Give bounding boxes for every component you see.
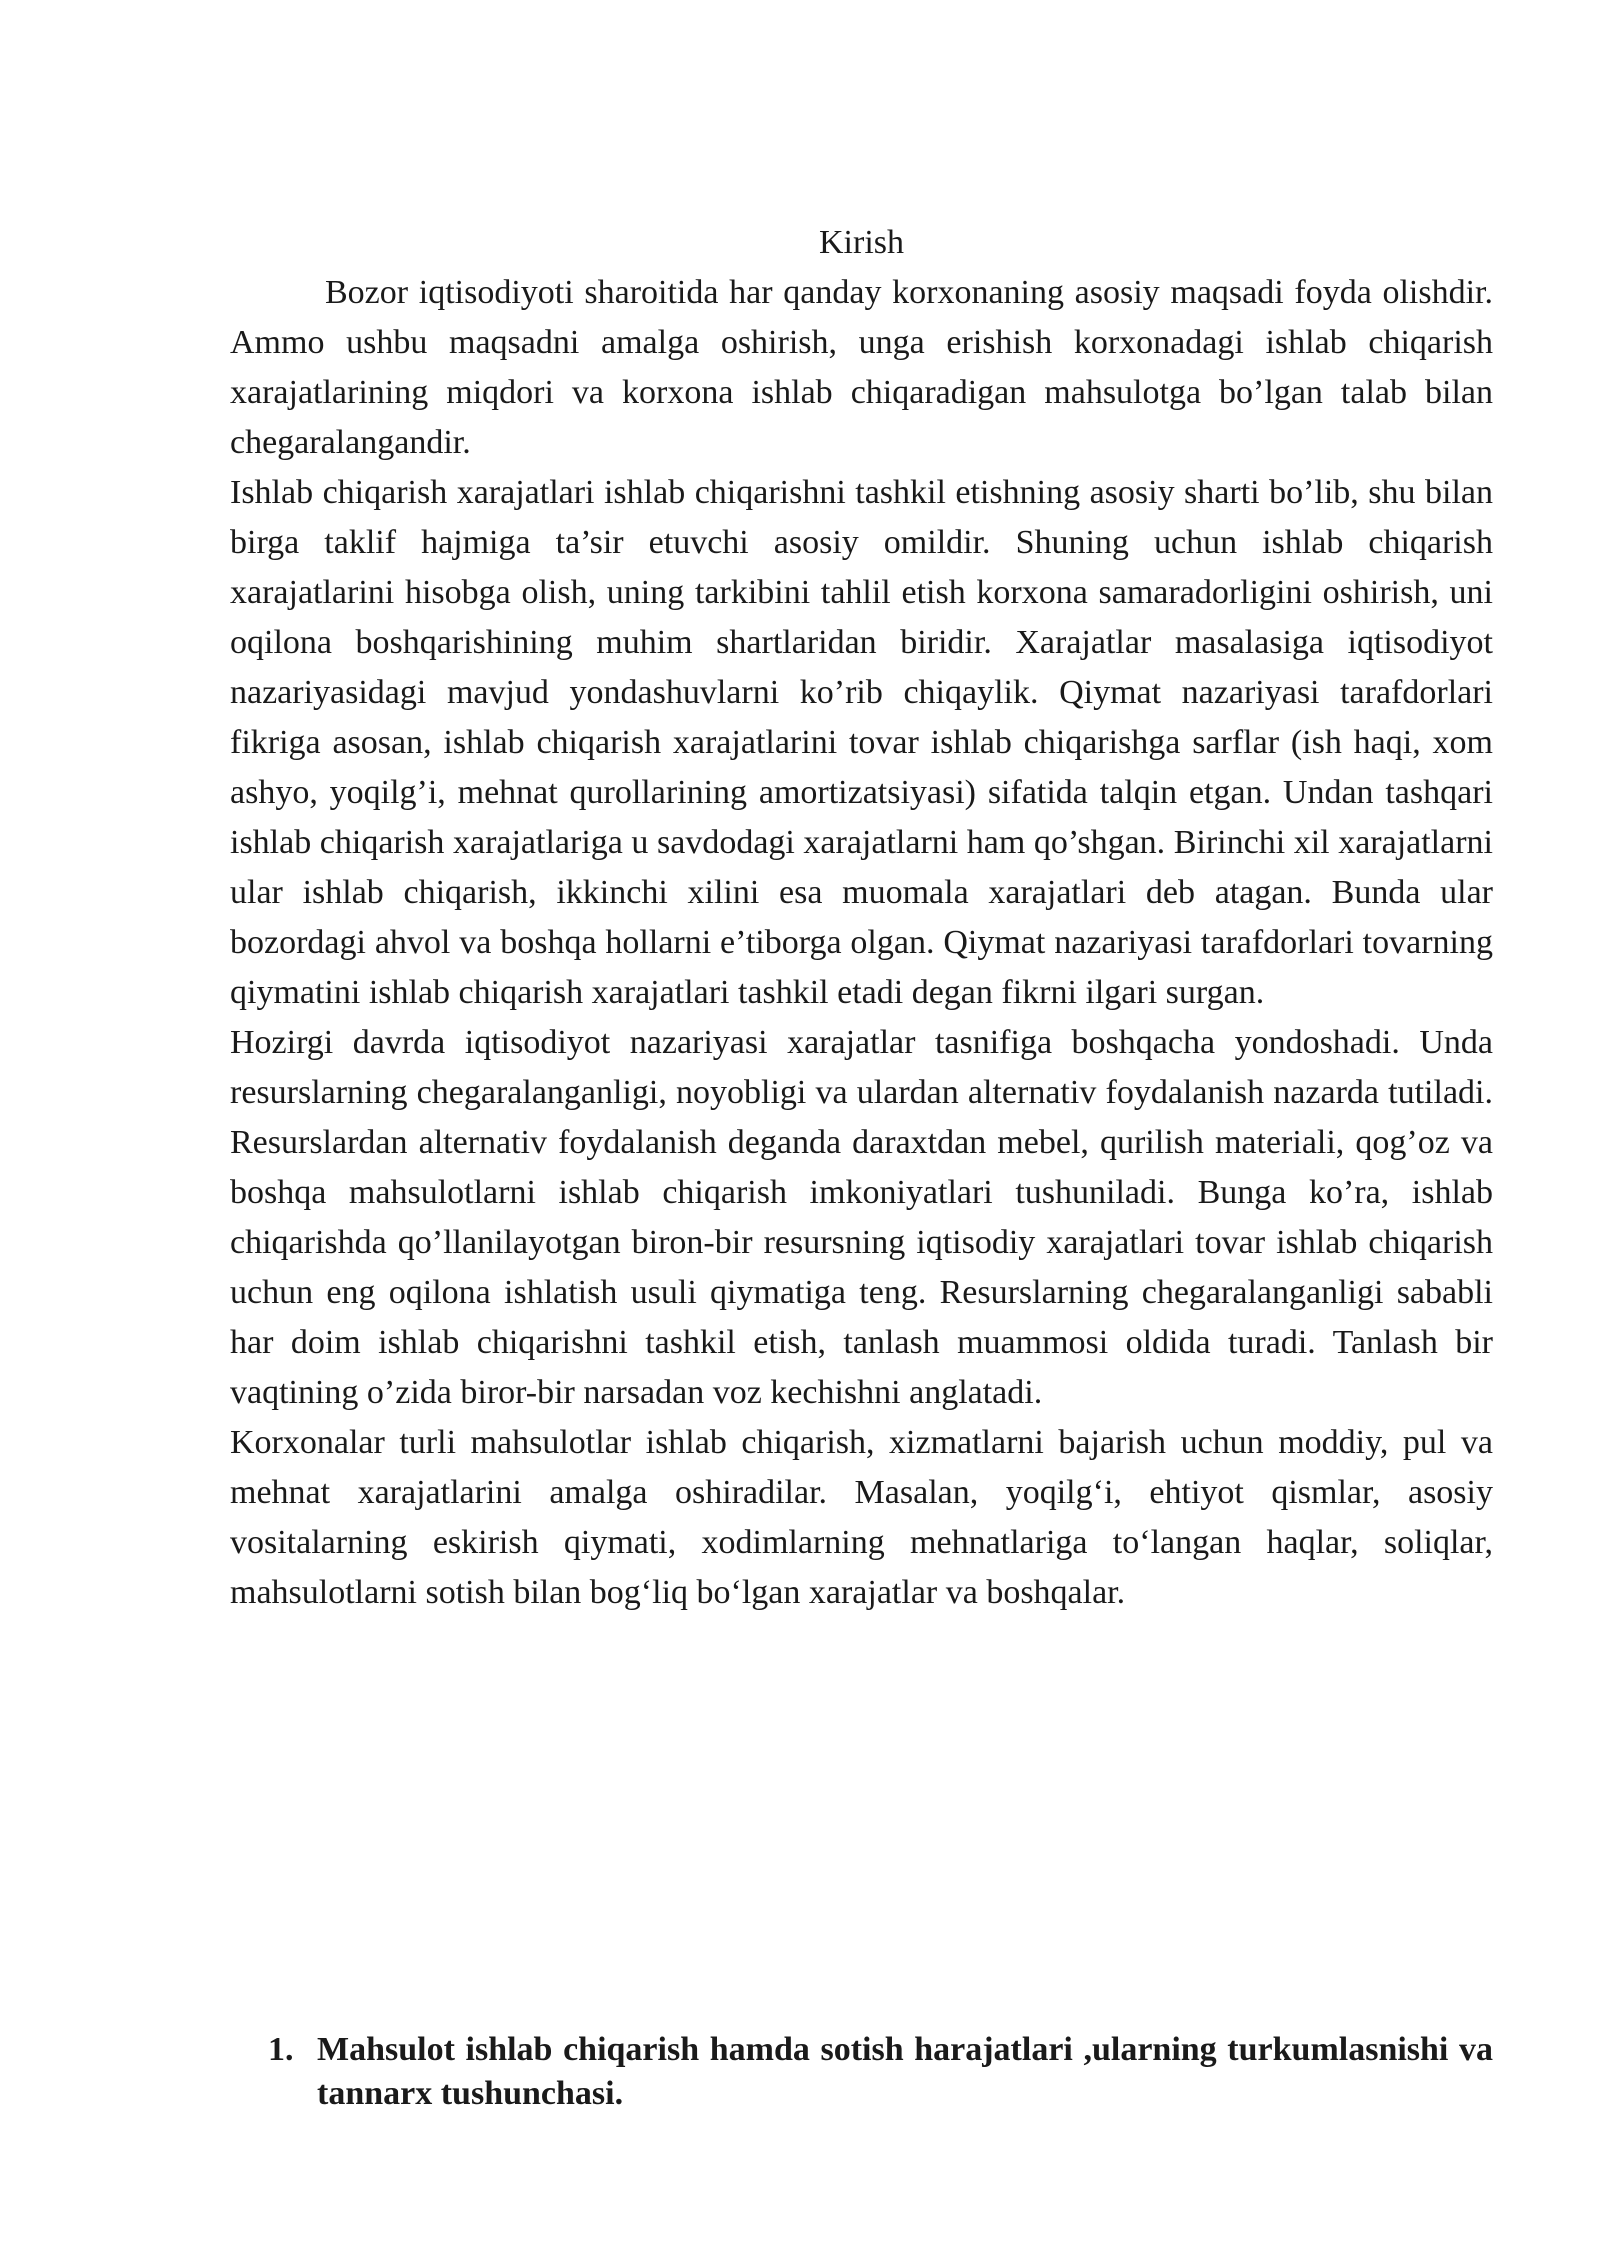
section-heading	[268, 2028, 1493, 2116]
section-list	[268, 2028, 1493, 2116]
paragraph-intro: Bozor iqtisodiyoti sharoitida har qanday korxonaning asosiy maqsadi foyda olishdir. Ammo ushbu maqsadni amalga oshirish, unga erishish korxonadagi ishlab chiqarish xarajatlarining miqdori va korxona ishlab chiqaradigan mahsulotga bo’lgan talab bilan chegaralangandir.	[230, 274, 1493, 461]
paragraph-production-costs: Ishlab chiqarish xarajatlari ishlab chiqarishni tashkil etishning asosiy sharti bo’lib, shu bilan birga taklif hajmiga ta’sir etuvchi asosiy omildir. Shuning uchun ishlab chiqarish xarajatlarini hisobga olish, uning tarkibini tahlil etish korxona samaradorligini oshirish, uni oqilona boshqarishining muhim shartlaridan biridir. Xarajatlar masalasiga iqtisodiyot nazariyasidagi mavjud yondashuvlarni ko’rib chiqaylik. Qiymat nazariyasi tarafdorlari fikriga asosan, ishlab chiqarish xarajatlarini tovar ishlab chiqarishga sarflar (ish haqi, xom ashyo, yoqilg’i, mehnat qurollarining amortizatsiyasi) sifatida talqin etgan. Undan tashqari ishlab chiqarish xarajatlariga u savdodagi xarajatlarni ham qo’shgan. Birinchi xil xarajatlarni ular ishlab chiqarish, ikkinchi xilini esa muomala xarajatlari deb atagan. Bunda ular bozordagi ahvol va boshqa hollarni e’tiborga olgan. Qiymat nazariyasi tarafdorlari tovarning qiymatini ishlab chiqarish xarajatlari tashkil etadi degan fikrni ilgari surgan.	[230, 474, 1493, 1011]
section-number: 1.	[268, 2031, 294, 2068]
paragraph-modern-theory: Hozirgi davrda iqtisodiyot nazariyasi xarajatlar tasnifiga boshqacha yondoshadi. Unda resurslarning chegaralanganligi, noyobligi va ulardan alternativ foydalanish nazarda tutiladi. Resurslardan alternativ foydalanish deganda daraxtdan mebel, qurilish materiali, qog’oz va boshqa mahsulotlarni ishlab chiqarish imkoniyatlari tushuniladi. Bunga ko’ra, ishlab chiqarishda qo’llanilayotgan biron-bir resursning iqtisodiy xarajatlari tovar ishlab chiqarish uchun eng oqilona ishlatish usuli qiymatiga teng. Resurslarning chegaralanganligi sababli har doim ishlab chiqarishni tashkil etish, tanlash muammosi oldida turadi. Tanlash bir vaqtining o’zida biror-bir narsadan voz kechishni anglatadi.	[230, 1024, 1493, 1411]
paragraph-enterprise-costs: Korxonalar turli mahsulotlar ishlab chiqarish, xizmatlarni bajarish uchun moddiy, pul va mehnat xarajatlarini amalga oshiradilar. Masalan, yoqilg‘i, ehtiyot qismlar, asosiy vositalarning eskirish qiymati, xodimlarning mehnatlariga to‘langan haqlar, soliqlar, mahsulotlarni sotish bilan bog‘liq bo‘lgan xarajatlar va boshqalar.	[230, 1424, 1493, 1611]
document-body	[230, 218, 1493, 1618]
page-title: Kirish	[819, 224, 904, 261]
section-title: Mahsulot ishlab chiqarish hamda sotish harajatlari ,ularning turkumlasnishi va tannarx tushunchasi.	[317, 2031, 1493, 2112]
